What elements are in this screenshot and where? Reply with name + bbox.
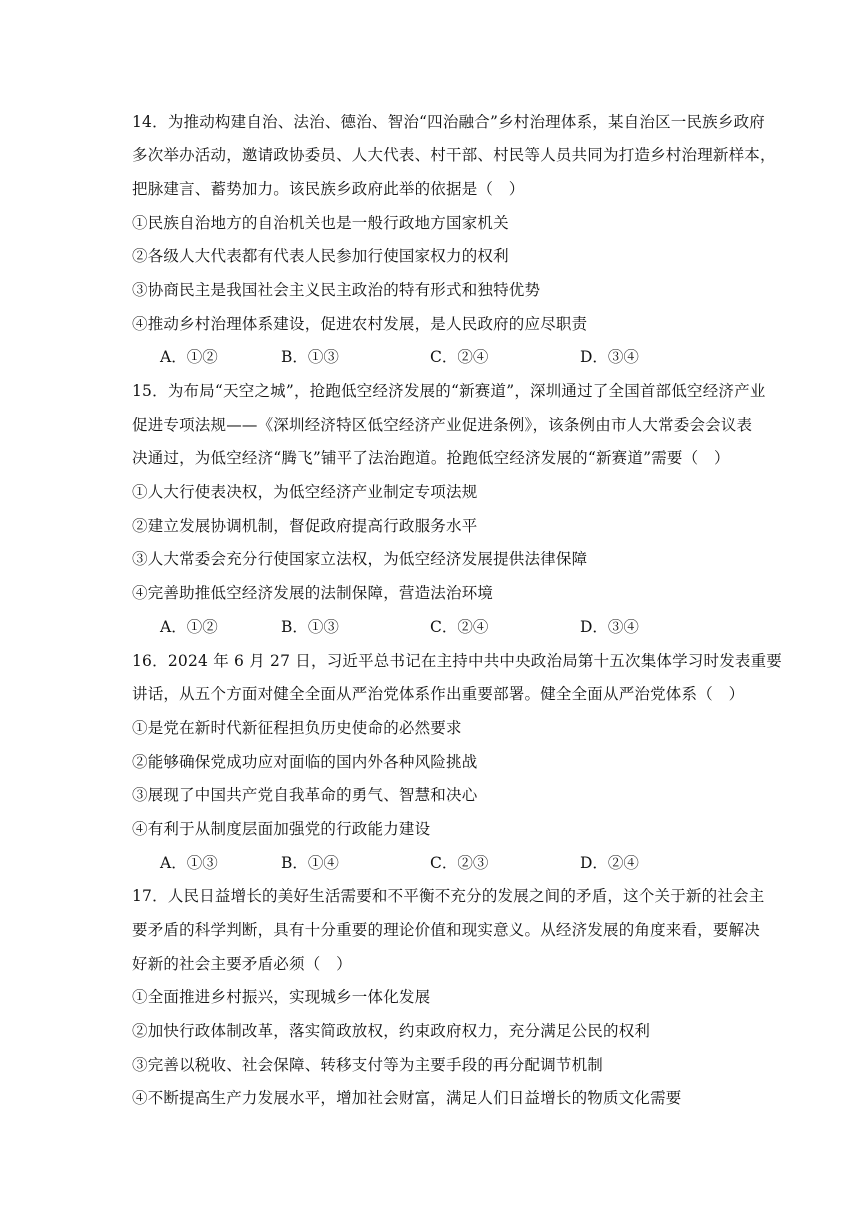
choice-b: B．①③ (281, 618, 339, 636)
statement-item: ③完善以税收、社会保障、转移支付等为主要手段的再分配调节机制 (132, 1056, 604, 1074)
choice-d: D．③④ (580, 348, 639, 366)
question-stem-line: 决通过，为低空经济“腾飞”铺平了法治跑道。抢跑低空经济发展的“新赛道”需要（ ） (132, 449, 730, 467)
question-stem-line: 15．为布局“天空之城”，抢跑低空经济发展的“新赛道”，深圳通过了全国首部低空经济产业 (132, 382, 766, 400)
choice-c: C．②④ (430, 348, 489, 366)
statement-item: ②各级人大代表都有代表人民参加行使国家权力的权利 (132, 247, 509, 265)
choice-d: D．③④ (580, 618, 639, 636)
question-stem-line: 16．2024 年 6 月 27 日，习近平总书记在主持中共中央政治局第十五次集体学习时发表重要 (132, 652, 782, 670)
statement-item: ③展现了中国共产党自我革命的勇气、智慧和决心 (132, 786, 478, 804)
choice-a: A．①② (160, 348, 218, 366)
choice-c: C．②④ (430, 618, 489, 636)
statement-item: ③人大常委会充分行使国家立法权，为低空经济发展提供法律保障 (132, 550, 588, 568)
statement-item: ②建立发展协调机制，督促政府提高行政服务水平 (132, 517, 478, 535)
statement-item: ③协商民主是我国社会主义民主政治的特有形式和独特优势 (132, 281, 541, 299)
question-stem-line: 要矛盾的科学判断，具有十分重要的理论价值和现实意义。从经济发展的角度来看，要解决 (132, 921, 761, 939)
choice-b: B．①③ (281, 348, 339, 366)
statement-item: ②能够确保党成功应对面临的国内外各种风险挑战 (132, 753, 478, 771)
question-stem-line: 好新的社会主要矛盾必须（ ） (132, 955, 352, 973)
question-stem-line: 17．人民日益增长的美好生活需要和不平衡不充分的发展之间的矛盾，这个关于新的社会主 (132, 887, 765, 905)
statement-item: ②加快行政体制改革，落实简政放权，约束政府权力，充分满足公民的权利 (132, 1022, 651, 1040)
statement-item: ①是党在新时代新征程担负历史使命的必然要求 (132, 719, 462, 737)
statement-item: ①民族自治地方的自治机关也是一般行政地方国家机关 (132, 214, 509, 232)
choice-d: D．②④ (580, 854, 639, 872)
choice-a: A．①② (160, 618, 218, 636)
statement-item: ④推动乡村治理体系建设，促进农村发展，是人民政府的应尽职责 (132, 315, 588, 333)
question-stem-line: 讲话，从五个方面对健全全面从严治党体系作出重要部署。健全全面从严治党体系（ ） (132, 685, 745, 703)
statement-item: ④不断提高生产力发展水平，增加社会财富，满足人们日益增长的物质文化需要 (132, 1089, 682, 1107)
choice-c: C．②③ (430, 854, 489, 872)
statement-item: ①人大行使表决权，为低空经济产业制定专项法规 (132, 483, 478, 501)
question-stem-line: 14．为推动构建自治、法治、德治、智治“四治融合”乡村治理体系，某自治区一民族乡政府 (132, 113, 765, 131)
question-stem-line: 把脉建言、蓄势加力。该民族乡政府此举的依据是（ ） (132, 180, 525, 198)
statement-item: ④完善助推低空经济发展的法制保障，营造法治环境 (132, 584, 494, 602)
question-stem-line: 促进专项法规——《深圳经济特区低空经济产业促进条例》，该条例由市人大常委会会议表 (132, 416, 753, 434)
question-stem-line: 多次举办活动，邀请政协委员、人大代表、村干部、村民等人员共同为打造乡村治理新样本， (132, 146, 776, 164)
statement-item: ④有利于从制度层面加强党的行政能力建设 (132, 820, 431, 838)
choice-b: B．①④ (281, 854, 339, 872)
choice-a: A．①③ (160, 854, 218, 872)
statement-item: ①全面推进乡村振兴，实现城乡一体化发展 (132, 988, 431, 1006)
